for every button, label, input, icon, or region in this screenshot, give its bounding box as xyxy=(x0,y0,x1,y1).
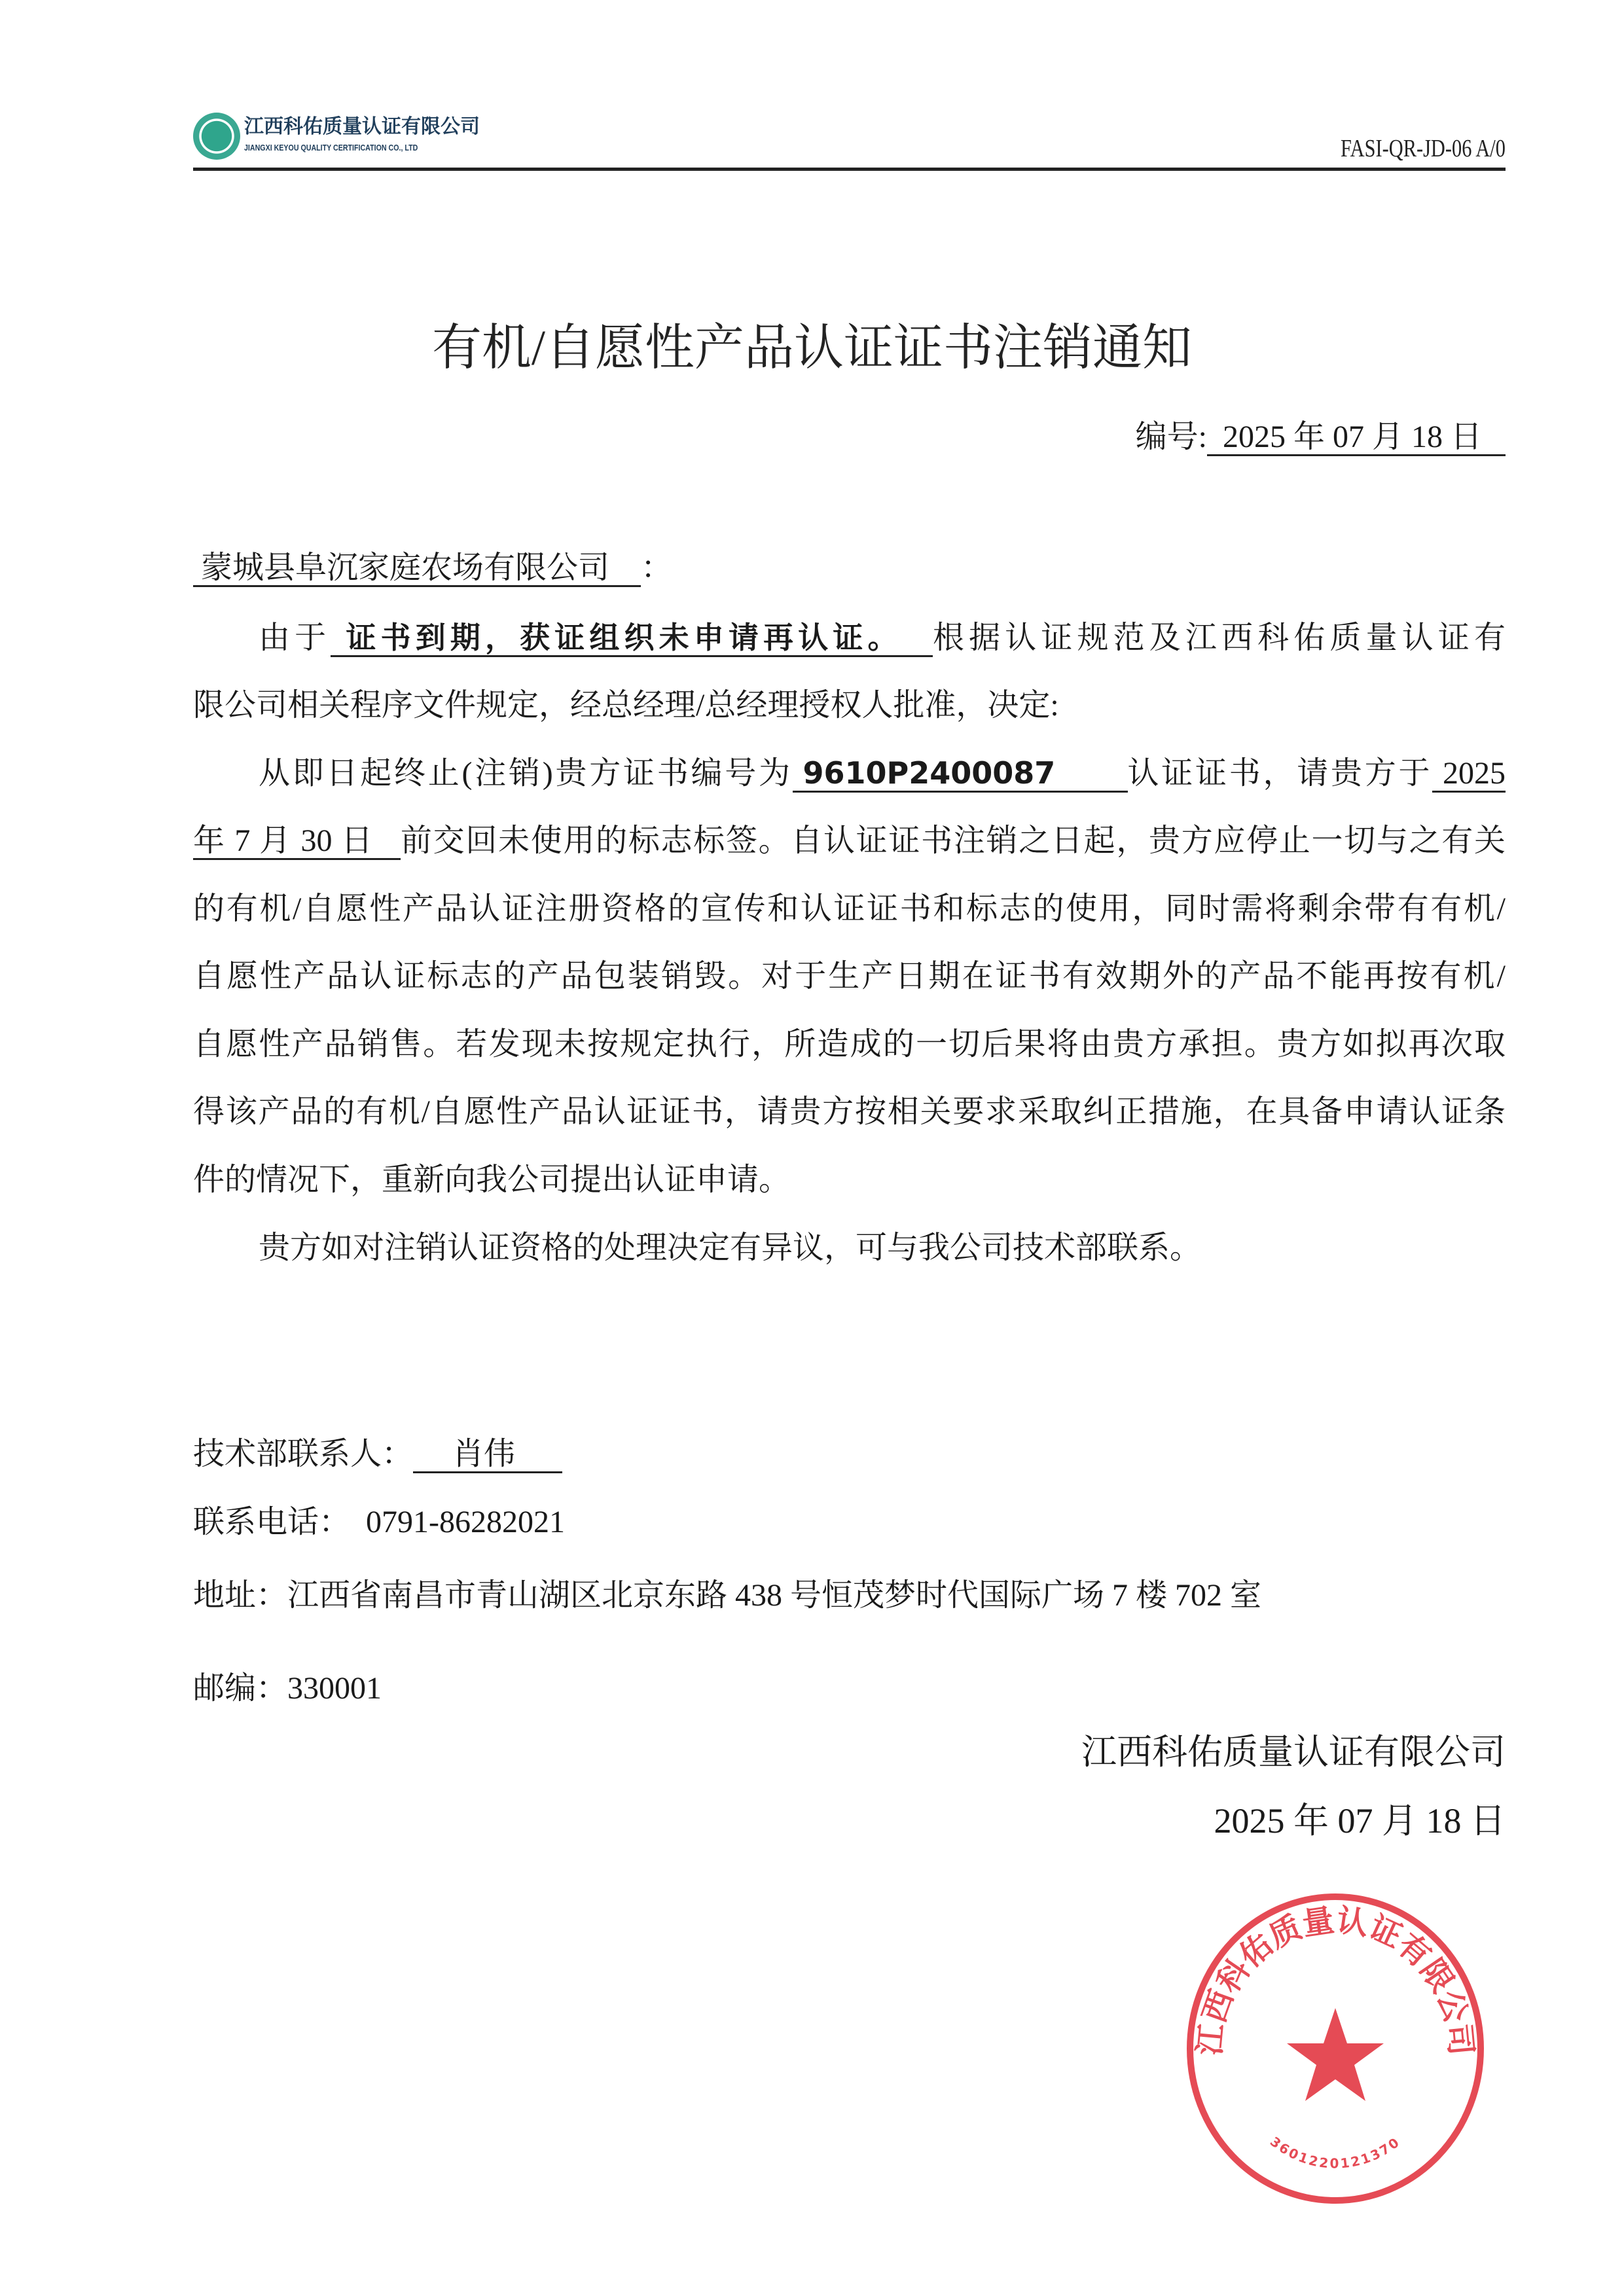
header-divider xyxy=(193,168,1506,171)
seal-text: 江西科佑质量认证有限公司 xyxy=(1191,1901,1480,2057)
signature-company: 江西科佑质量认证有限公司 xyxy=(1081,1732,1506,1772)
addressee: 蒙城县阜沉家庭农场有限公司 ： xyxy=(193,548,1506,588)
body-line: 从即日起终止(注销)贵方证书编号为 9610P2400087 认证证书，请贵方于 2025 xyxy=(193,753,1506,793)
body-line: 自愿性产品销售。若发现未按规定执行，所造成的一切后果将由贵方承担。贵方如拟再次取 xyxy=(193,1027,1506,1062)
body-line: 件的情况下，重新向我公司提出认证申请。 xyxy=(193,1162,791,1197)
serial-label: 编号: xyxy=(1135,420,1207,454)
logo-cn-text: 江西科佑质量认证有限公司 xyxy=(244,115,480,138)
certificate-number: 9610P2400087 xyxy=(793,756,1128,793)
document-code: FASI-QR-JD-06 A/0 xyxy=(1341,135,1506,162)
body-line: 由于 证书到期，获证组织未申请再认证。 根据认证规范及江西科佑质量认证有 xyxy=(193,618,1506,658)
body-line: 限公司相关程序文件规定，经总经理/总经理授权人批准，决定: xyxy=(193,688,1059,723)
logo-en-text: JIANGXI KEYOU QUALITY CERTIFICATION CO., LTD xyxy=(244,143,418,152)
contact-person: 技术部联系人： 肖伟 xyxy=(193,1435,562,1474)
seal-star-icon xyxy=(1287,2008,1384,2101)
addressee-name: 蒙城县阜沉家庭农场有限公司 xyxy=(201,550,610,585)
company-seal xyxy=(1178,1885,1492,2212)
body-line: 贵方如对注销认证资格的处理决定有异议，可与我公司技术部联系。 xyxy=(259,1230,1202,1265)
deadline-year: 2025 xyxy=(1432,756,1506,793)
body-line: 的有机/自愿性产品认证注册资格的宣传和认证证书和标志的使用，同时需将剩余带有有机/ xyxy=(193,891,1506,926)
body-line: 得该产品的有机/自愿性产品认证证书，请贵方按相关要求采取纠正措施，在具备申请认证条 xyxy=(193,1094,1506,1129)
signature-date: 2025 年 07 月 18 日 xyxy=(1214,1801,1506,1840)
logo-globe-icon xyxy=(193,113,240,160)
body-line: 年 7 月 30 日 前交回未使用的标志标签。自认证证书注销之日起，贵方应停止一切与之有关 xyxy=(193,821,1506,861)
page-title: 有机/自愿性产品认证证书注销通知 xyxy=(431,321,1193,376)
company-logo xyxy=(193,113,494,165)
contact-zip: 邮编：330001 xyxy=(193,1671,382,1706)
body-line: 自愿性产品认证标志的产品包装销毁。对于生产日期在证书有效期外的产品不能再按有机/ xyxy=(193,959,1506,994)
seal-number: 3601220121370 xyxy=(1267,2133,1404,2172)
cancellation-reason: 证书到期，获证组织未申请再认证。 xyxy=(331,620,933,657)
serial-value: 2025 年 07 月 18 日 xyxy=(1207,420,1506,456)
contact-address: 地址：江西省南昌市青山湖区北京东路 438 号恒茂梦时代国际广场 7 楼 702 室 xyxy=(193,1578,1262,1613)
contact-phone: 联系电话： 0791-86282021 xyxy=(193,1505,565,1539)
serial-number xyxy=(1136,411,1506,456)
deadline-date: 年 7 月 30 日 xyxy=(193,823,401,860)
